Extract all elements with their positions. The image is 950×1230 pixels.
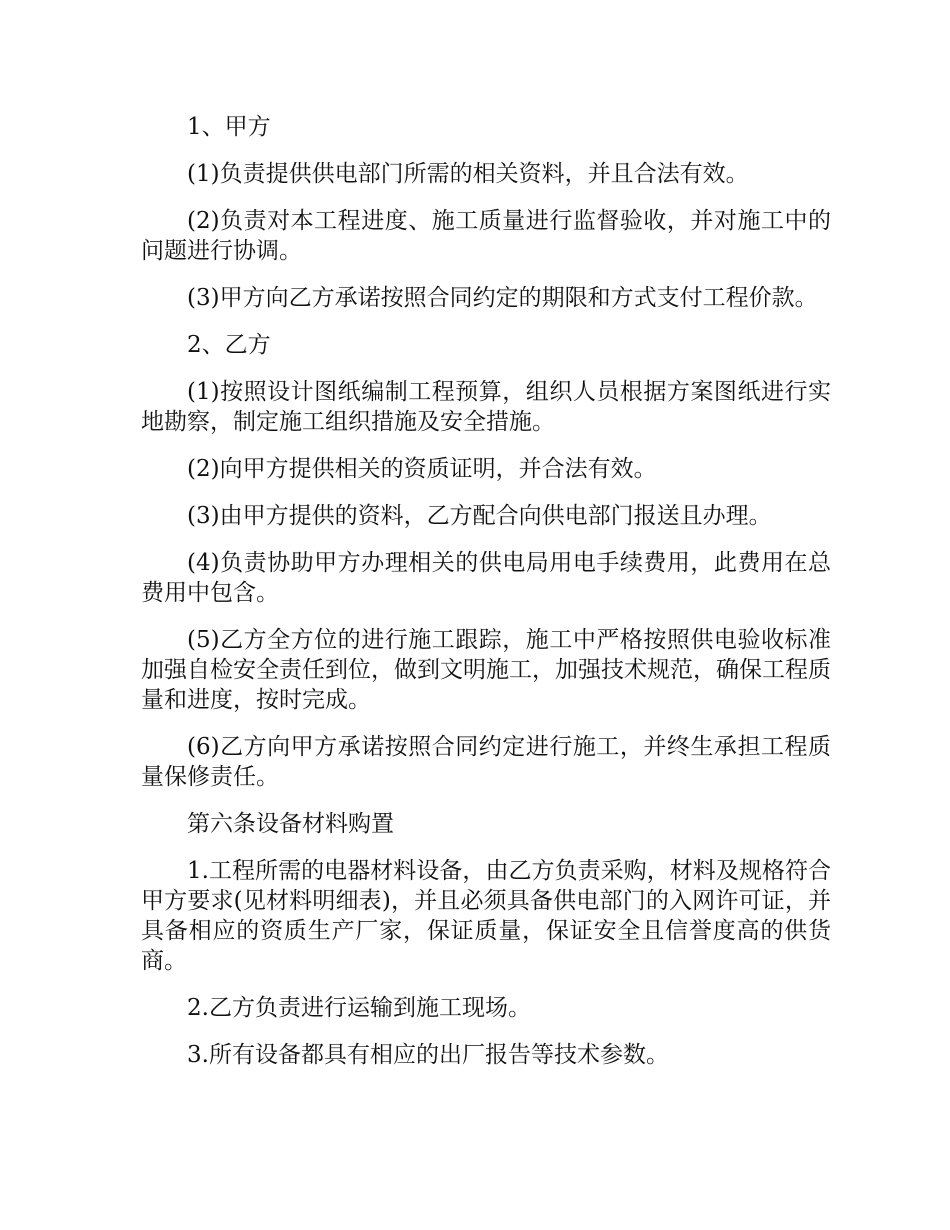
procurement-item-1: 1.工程所需的电器材料设备，由乙方负责采购，材料及规格符合甲方要求(见材料明细表)，并且必须具备供电部门的入网许可证，并具备相应的资质生产厂家，保证质量，保证安全且信誉度高的供货商。 bbox=[141, 858, 831, 974]
party-a-clause-2: (2)负责对本工程进度、施工质量进行监督验收，并对施工中的问题进行协调。 bbox=[141, 208, 831, 264]
party-b-clause-5: (5)乙方全方位的进行施工跟踪，施工中严格按照供电验收标准加强自检安全责任到位，做到文明施工，加强技术规范，确保工程质量和进度，按时完成。 bbox=[141, 627, 831, 713]
section-heading-party-b: 2、乙方 bbox=[187, 332, 271, 358]
document-body bbox=[141, 112, 831, 1087]
procurement-item-3: 3.所有设备都具有相应的出厂报告等技术参数。 bbox=[187, 1042, 669, 1068]
party-a-clause-3: (3)甲方向乙方承诺按照合同约定的期限和方式支付工程价款。 bbox=[187, 285, 818, 311]
party-b-clause-1: (1)按照设计图纸编制工程预算，组织人员根据方案图纸进行实地勘察，制定施工组织措施及安全措施。 bbox=[141, 379, 831, 435]
section-heading-party-a: 1、甲方 bbox=[187, 114, 271, 140]
procurement-item-2: 2.乙方负责进行运输到施工现场。 bbox=[187, 995, 531, 1021]
article-six-heading: 第六条设备材料购置 bbox=[187, 811, 394, 837]
party-b-clause-4: (4)负责协助甲方办理相关的供电局用电手续费用，此费用在总费用中包含。 bbox=[141, 550, 831, 606]
party-a-clause-1: (1)负责提供供电部门所需的相关资料，并且合法有效。 bbox=[187, 161, 749, 187]
party-b-clause-2: (2)向甲方提供相关的资质证明，并合法有效。 bbox=[187, 456, 657, 482]
party-b-clause-6: (6)乙方向甲方承诺按照合同约定进行施工，并终生承担工程质量保修责任。 bbox=[141, 734, 831, 790]
party-b-clause-3: (3)由甲方提供的资料，乙方配合向供电部门报送且办理。 bbox=[187, 503, 772, 529]
